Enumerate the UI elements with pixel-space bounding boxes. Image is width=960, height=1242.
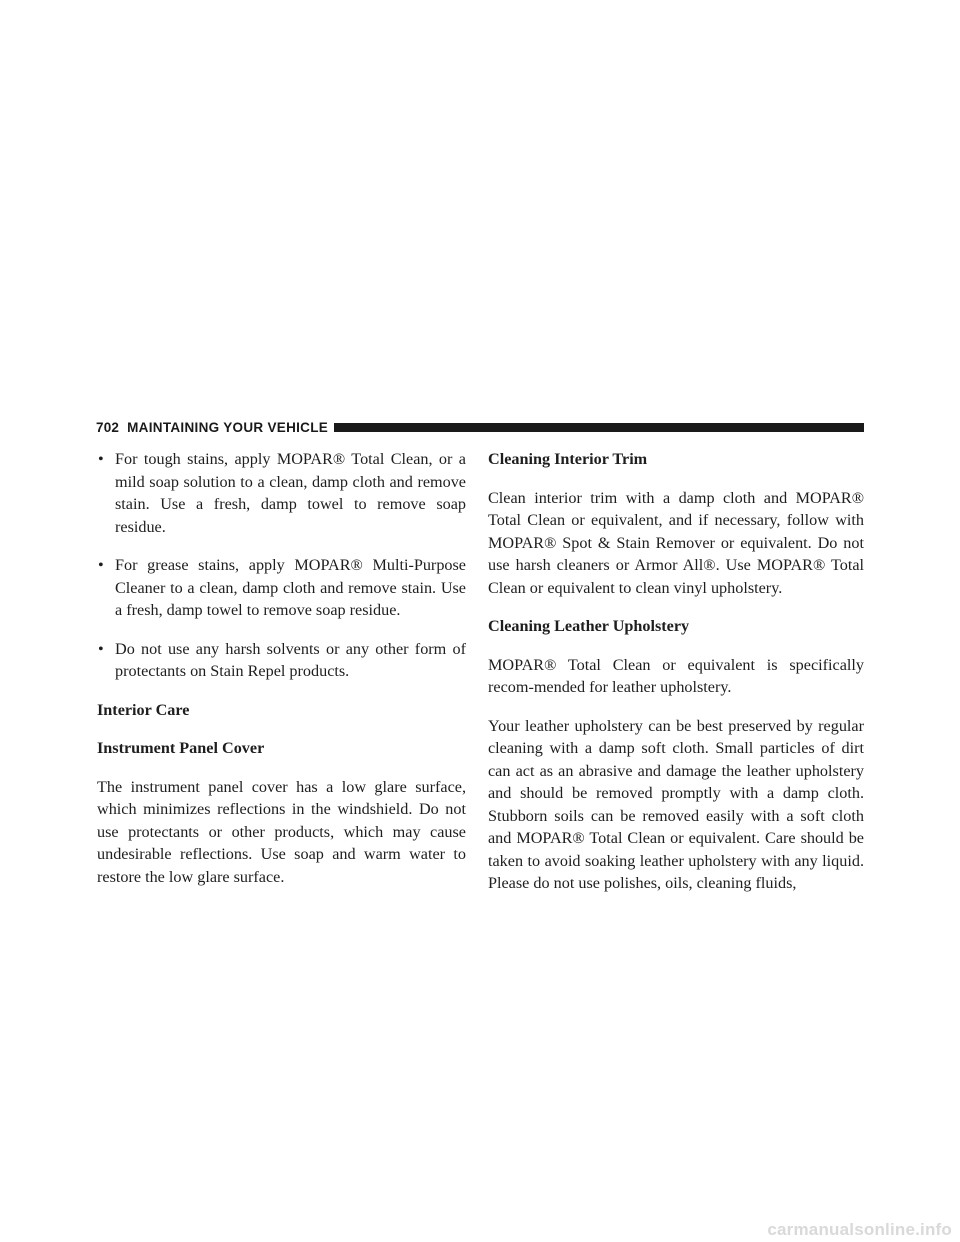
paragraph-interior-trim: Clean interior trim with a damp cloth and MOPAR® Total Clean or equivalent, and if necessary, follow with MOPAR® Spot & Stain Remover or equivalent. Do not use harsh cleaners or Armor All®. Use MOPAR® Total Clean or equivalent to clean vinyl upholstery. <box>488 488 864 597</box>
bullet-text: Do not use any harsh solvents or any other form of protectants on Stain Repel products. <box>115 639 466 680</box>
bullet-dot-icon: • <box>98 639 104 658</box>
paragraph-instrument-panel: The instrument panel cover has a low glare surface, which minimizes reflections in the windshield. Do not use protectants or other products, which may cause undesirable reflections. Use soap and warm water to restore the low glare surface. <box>97 777 466 886</box>
left-column <box>97 448 466 904</box>
right-column <box>488 448 864 911</box>
heading-cleaning-interior-trim: Cleaning Interior Trim <box>488 450 648 468</box>
heading-interior-care: Interior Care <box>97 700 190 719</box>
section-title: MAINTAINING YOUR VEHICLE <box>127 419 329 435</box>
bullet-item <box>97 554 466 622</box>
bullet-text: For grease stains, apply MOPAR® Multi-Purpose Cleaner to a clean, damp cloth and remove stain. Use a fresh, damp towel to remove soap residue. <box>115 556 466 619</box>
header-rule <box>334 423 864 432</box>
bullet-item <box>97 638 466 683</box>
watermark-text: carmanualsonline.info <box>767 1220 952 1239</box>
heading-instrument-panel-cover: Instrument Panel Cover <box>97 739 265 757</box>
paragraph-leather-1: MOPAR® Total Clean or equivalent is specifically recom-mended for leather upholstery. <box>488 655 864 696</box>
page-header <box>96 418 864 436</box>
heading-cleaning-leather-upholstery: Cleaning Leather Upholstery <box>488 617 690 635</box>
page-number: 702 <box>96 419 120 435</box>
bullet-dot-icon: • <box>98 556 104 574</box>
bullet-dot-icon: • <box>98 450 104 468</box>
bullet-text: For tough stains, apply MOPAR® Total Clean, or a mild soap solution to a clean, damp cloth and remove stain. Use a fresh, damp towel to remove soap residue. <box>115 450 466 536</box>
paragraph-leather-2: Your leather upholstery can be best preserved by regular cleaning with a damp soft cloth. Small particles of dirt can act as an abrasive and damage the leather upholstery and should be removed promptly with a damp cloth. Stubborn soils can be removed easily with a soft cloth and MOPAR® Total Clean or equivalent. Care should be taken to avoid soaking leather upholstery with any liquid. Please do not use polishes, oils, cleaning fluids, <box>488 716 864 892</box>
bullet-item <box>97 448 466 538</box>
